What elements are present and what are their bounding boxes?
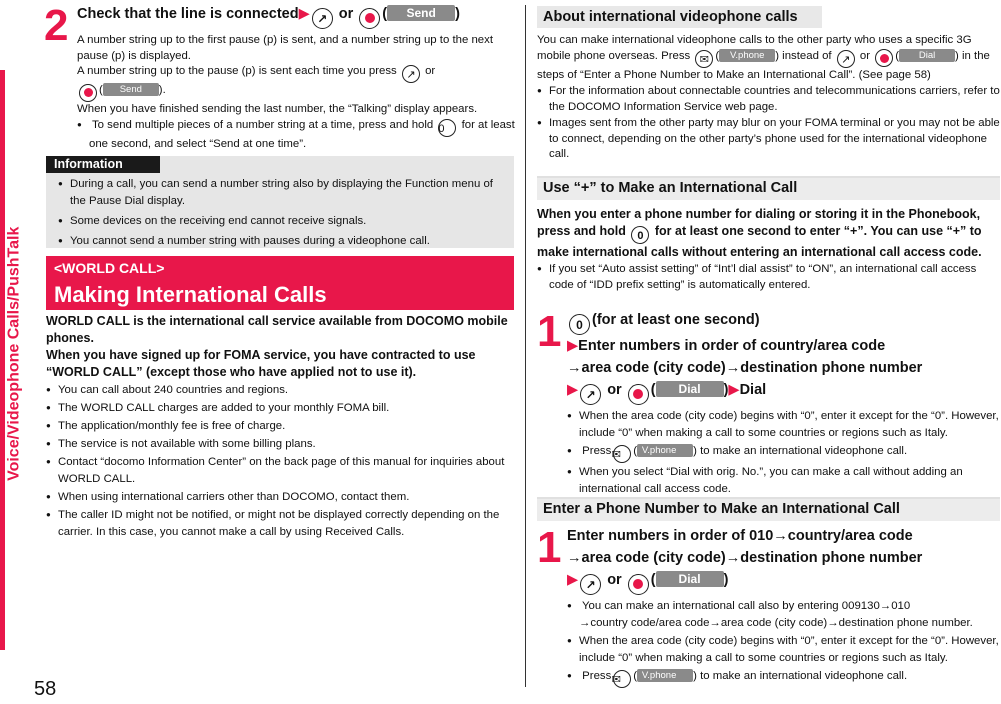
section-header: Use “+” to Make an International Call	[543, 180, 798, 196]
vphone-softkey: V.phone	[637, 444, 693, 457]
zero-key-icon: 0	[438, 119, 456, 137]
mail-key-icon: ✉	[695, 50, 713, 68]
plus-step-l3: →area code (city code)→destination phone number	[567, 360, 923, 376]
list-item: ● Press✉ ( V.phone ) to make an international videophone call.	[567, 667, 1001, 688]
step-2-bullet	[77, 117, 515, 153]
information-item: ● Some devices on the receiving end cannot receive signals.	[58, 212, 510, 230]
arrow-icon: ▶	[567, 572, 579, 588]
video-para: You can make international videophone calls to the other party who uses a specific 3G mobile phone overseas. Press ✉ ( V.phone ) instead of ↗ or ( Dial ) in the steps of “Enter a Phone Number to Make an International Call”. (See page 58)	[537, 34, 990, 81]
step-2-para-2b: or	[425, 65, 436, 77]
plus-note: ● If you set “Auto assist setting” of “Int’l dial assist” to “ON”, an international call access code of “IDD prefix setting” is automatically entered.	[537, 261, 1001, 293]
step-number-1: 1	[537, 307, 562, 356]
mail-key-icon: ✉	[613, 445, 631, 463]
call-key-icon: ↗	[312, 8, 333, 29]
plus-step-title: 0 (for at least one second) ▶Enter numbers in order of country/area code →area code (city code)→destination phone number ▶ ↗ or ( Dial )▶Dial	[567, 309, 1001, 405]
enter-step-title: Enter numbers in order of 010→country/area code →area code (city code)→destination phone number ▶ ↗ or ( Dial )	[567, 525, 1001, 595]
or-text: or	[607, 572, 622, 588]
section-header: Enter a Phone Number to Make an International Call	[543, 501, 900, 517]
step-2-title-text: Check that the line is connected	[77, 6, 299, 22]
column-divider	[525, 5, 526, 687]
step-number-2: 2	[44, 1, 69, 50]
dial-softkey: Dial	[656, 381, 724, 397]
world-call-label: <WORLD CALL>	[54, 260, 165, 276]
video-para-b: instead of	[782, 49, 832, 62]
video-section	[537, 6, 1000, 28]
center-key-icon	[79, 84, 97, 102]
vphone-note: to make an international videophone call.	[700, 445, 908, 457]
step-2-title: Check that the line is connected▶ ↗ or ( Send )	[77, 3, 515, 29]
video-para-d: in the steps of “Enter a Phone Number to Make an International Call”. (See page 58)	[537, 49, 990, 81]
or-text: or	[338, 6, 354, 22]
list-item: ● When the area code (city code) begins with “0”, enter it except for the “0”. However, include “0” when making a call to some countries or regions such as Italy.	[567, 632, 1001, 667]
step-2-block	[77, 3, 515, 153]
send-softkey: Send	[103, 83, 159, 96]
section-header: About international videophone calls	[543, 9, 798, 25]
arrow-icon: ▶	[728, 382, 740, 398]
intro-text-1: WORLD CALL is the international call service available from DOCOMO mobile phones.	[46, 314, 508, 345]
list-item: ● You can call about 240 countries and regions.	[46, 381, 516, 399]
plus-step-block	[567, 309, 1001, 498]
send-softkey: Send	[387, 5, 455, 21]
enter-step-block	[567, 525, 1001, 688]
list-item: ● Contact “docomo Information Center” on the back page of this manual for inquiries about WORLD CALL.	[46, 453, 516, 488]
plus-section-bar	[537, 176, 1000, 200]
list-item: ● The application/monthly fee is free of charge.	[46, 417, 516, 435]
press-text: Press	[582, 670, 612, 682]
arrow-icon: ▶	[567, 338, 579, 354]
side-tab	[0, 70, 23, 650]
world-call-body	[46, 313, 516, 541]
information-item: ● During a call, you can send a number string also by displaying the Function menu of the Pause Dial display.	[58, 175, 510, 210]
plus-body	[537, 206, 1001, 293]
page-number: 58	[34, 678, 57, 700]
list-item: ● The WORLD CALL charges are added to your monthly FOMA bill.	[46, 399, 516, 417]
vphone-softkey: V.phone	[637, 669, 693, 682]
enter-b1a: You can make an international call also by entering 009130→010	[581, 600, 911, 612]
step-2-para-2c: ).	[158, 84, 166, 96]
side-tab-label: Voice/Videophone Calls/PushTalk	[5, 226, 23, 481]
section-title: Making International Calls	[54, 282, 327, 307]
step-2-para-2a: A number string up to the pause (p) is sent each time you press	[77, 65, 397, 77]
list-item: ● Images sent from the other party may blur on your FOMA terminal or you may not be able to connect, depending on the other party’s phone used for the international videophone call.	[537, 115, 1001, 163]
center-key-icon	[628, 384, 649, 405]
step-2-bullet-a: To send multiple pieces of a number string at a time, press and hold	[91, 119, 434, 131]
world-call-banner	[46, 256, 514, 310]
list-item: ● For the information about connectable countries and telecommunications carriers, refer to the DOCOMO Information Service web page.	[537, 83, 1001, 115]
step-number-1: 1	[537, 523, 562, 572]
information-box	[46, 156, 514, 248]
arrow-icon: ▶	[298, 6, 310, 22]
step-2-bullet-b: for at least one second, and select “Send at one time”.	[89, 119, 515, 150]
step-2-para-3: When you have finished sending the last number, the “Talking” display appears.	[77, 102, 478, 115]
press-text: Press	[582, 445, 612, 457]
video-body	[537, 33, 1001, 163]
dial-softkey: Dial	[656, 571, 724, 587]
plus-intro-b: for at least one second to enter “+”. You can use “+” to make international calls without entering an international call access code.	[537, 224, 982, 259]
side-tab-bar	[0, 70, 5, 650]
enter-b1b: →country code/area code→area code (city code)→destination phone number.	[579, 617, 973, 629]
zero-key-icon: 0	[631, 226, 649, 244]
center-key-icon	[628, 574, 649, 595]
list-item: ● Press✉ ( V.phone ) to make an international videophone call.	[567, 442, 1001, 463]
call-key-icon: ↗	[580, 574, 601, 595]
enter-step-l2: →area code (city code)→destination phone number	[567, 550, 923, 566]
mail-key-icon: ✉	[613, 670, 631, 688]
call-key-icon: ↗	[580, 384, 601, 405]
zero-key-icon: 0	[569, 314, 590, 335]
information-item: ● You cannot send a number string with pauses during a videophone call.	[58, 232, 510, 250]
list-item: ● When the area code (city code) begins with “0”, enter it except for the “0”. However, include “0” when making a call to some countries or regions such as Italy.	[567, 407, 1001, 442]
step-2-para-2: A number string up to the pause (p) is sent each time you press ↗ or ( Send ).	[77, 64, 515, 102]
center-key-icon	[359, 8, 380, 29]
vphone-softkey: V.phone	[719, 49, 775, 62]
list-item: ● When you select “Dial with orig. No.”, you can make a call without adding an international call access code.	[567, 463, 1001, 498]
list-item	[567, 597, 1001, 632]
dial-word: Dial	[739, 382, 767, 398]
video-para-c: or	[859, 49, 871, 62]
step-2-para-1: A number string up to the first pause (p) is sent, and a number string up to the next pause (p) is displayed.	[77, 34, 493, 62]
video-para-a: You can make international videophone calls to the other party who uses a specific 3G mobile phone overseas. Press	[537, 34, 972, 62]
dial-softkey: Dial	[899, 49, 955, 62]
enter-section-bar	[537, 497, 1000, 521]
plus-step-l1: (for at least one second)	[592, 312, 760, 328]
call-key-icon: ↗	[402, 65, 420, 83]
plus-step-l2: Enter numbers in order of country/area code	[578, 338, 886, 354]
or-text: or	[607, 382, 622, 398]
intro-text-2: When you have signed up for FOMA service, you have contracted to use “WORLD CALL” (except those who have applied not to use it).	[46, 348, 476, 379]
plus-intro	[537, 206, 1001, 261]
vphone-note: to make an international videophone call.	[700, 670, 908, 682]
enter-step-l1: Enter numbers in order of 010→country/area code	[567, 528, 913, 544]
information-header: Information	[46, 156, 160, 173]
list-item: ● When using international carriers other than DOCOMO, contact them.	[46, 488, 516, 506]
arrow-icon: ▶	[567, 382, 579, 398]
center-key-icon	[875, 49, 893, 67]
list-item: ● The service is not available with some billing plans.	[46, 435, 516, 453]
list-item: ● The caller ID might not be notified, or might not be displayed correctly depending on the carrier. In this case, you cannot make a call by using Received Calls.	[46, 506, 516, 541]
call-key-icon: ↗	[837, 50, 855, 68]
plus-intro-a: When you enter a phone number for dialing or storing it in the Phonebook, press and hold	[537, 207, 981, 238]
